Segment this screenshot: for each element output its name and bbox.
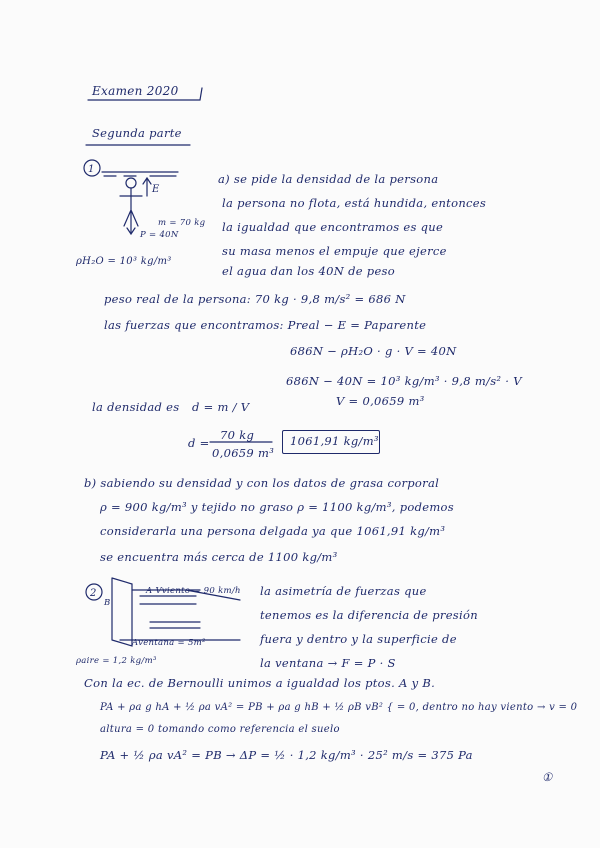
density-label: la densidad es bbox=[92, 400, 180, 414]
part-b-line-1: b) sabiendo su densidad y con los datos de grasa corporal bbox=[84, 476, 440, 490]
density-definition: d = m / V bbox=[192, 400, 250, 414]
buoyancy-label: E bbox=[152, 184, 160, 195]
part-a-line-5: el agua dan los 40N de peso bbox=[222, 264, 395, 278]
air-density-label: ρaire = 1,2 kg/m³ bbox=[76, 656, 157, 666]
final-equation: PA + ½ ρa vA² = PB → ΔP = ½ · 1,2 kg/m³ · 25² m/s = 375 Pa bbox=[100, 748, 473, 762]
part-a-line-2: la persona no flota, está hundida, entonces bbox=[222, 196, 487, 210]
window-B-label: B bbox=[104, 598, 111, 608]
equation-1: 686N − ρH₂O · g · V = 40N bbox=[290, 344, 457, 358]
svg-text:1: 1 bbox=[88, 164, 95, 175]
equation-3: V = 0,0659 m³ bbox=[336, 394, 425, 408]
p2-text-4: la ventana → F = P · S bbox=[260, 656, 396, 670]
water-density-label: ρH₂O = 10³ kg/m³ bbox=[76, 256, 172, 267]
svg-text:2: 2 bbox=[90, 588, 97, 599]
density-denominator: 0,0659 m³ bbox=[212, 446, 275, 460]
equation-2: 686N − 40N = 10³ kg/m³ · 9,8 m/s² · V bbox=[286, 374, 522, 388]
p2-text-2: tenemos es la diferencia de presión bbox=[260, 608, 478, 622]
density-d-equals: d = bbox=[188, 436, 210, 450]
density-numerator: 70 kg bbox=[220, 428, 255, 442]
p2-text-1: la asimetría de fuerzas que bbox=[260, 584, 427, 598]
part-b-line-2: ρ = 900 kg/m³ y tejido no graso ρ = 1100 kg/m³, podemos bbox=[100, 500, 454, 514]
window-A-label: A Vviento = 90 km/h bbox=[146, 586, 241, 596]
p2-text-3: fuera y dentro y la superficie de bbox=[260, 632, 457, 646]
part-b-line-4: se encuentra más cerca de 1100 kg/m³ bbox=[100, 550, 338, 564]
page-number: ① bbox=[542, 770, 553, 784]
part-a-line-1: a) se pide la densidad de la persona bbox=[218, 172, 439, 186]
bernoulli-note: altura = 0 tomando como referencia el suelo bbox=[100, 724, 340, 735]
part-b-line-3: considerarla una persona delgada ya que 1061,91 kg/m³ bbox=[100, 524, 446, 538]
part-a-line-4: su masa menos el empuje que ejerce bbox=[222, 244, 447, 258]
weight-label: P = 40N bbox=[140, 230, 179, 240]
mass-label: m = 70 kg bbox=[158, 218, 206, 228]
density-result: 1061,91 kg/m³ bbox=[290, 434, 379, 448]
section-subtitle: Segunda parte bbox=[92, 126, 182, 140]
window-area-label: Aventana = 5m² bbox=[132, 638, 206, 648]
bernoulli-equation: PA + ρa g hA + ½ ρa vA² = PB + ρa g hB + ½ ρB vB² { = 0, dentro no hay viento → v = 0 bbox=[100, 702, 578, 713]
bernoulli-line: Con la ec. de Bernoulli unimos a igualdad los ptos. A y B. bbox=[84, 676, 436, 690]
real-weight-line: peso real de la persona: 70 kg · 9,8 m/s² = 686 N bbox=[104, 292, 406, 306]
part-a-line-3: la igualdad que encontramos es que bbox=[222, 220, 444, 234]
forces-line: las fuerzas que encontramos: Preal − E = Paparente bbox=[104, 318, 427, 332]
exam-title: Examen 2020 bbox=[92, 84, 179, 98]
